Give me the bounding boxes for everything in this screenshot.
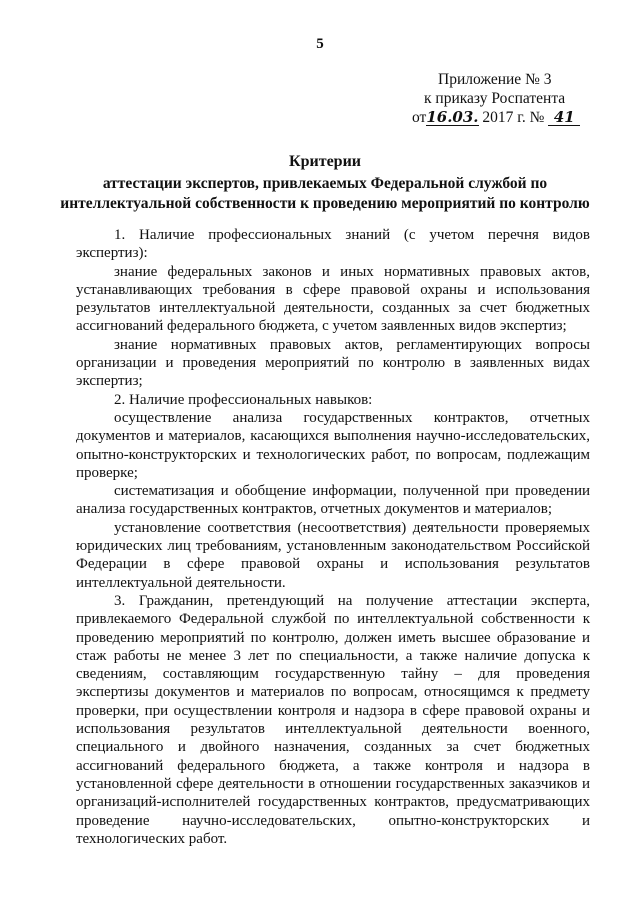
paragraph-3: знание нормативных правовых актов, регламентирующих вопросы организации и проведения мероприятий по контролю в заявленных видах экспертиз; xyxy=(76,336,590,390)
document-title xyxy=(40,152,610,214)
title-subheading: аттестации экспертов, привлекаемых Федеральной службой по интеллектуальной собственности к проведению мероприятий по контролю xyxy=(60,175,590,212)
appendix-title: Приложение № 3 xyxy=(438,71,552,88)
year-text: 2017 г. № xyxy=(482,109,545,126)
paragraph-7: установление соответствия (несоответствия) деятельности проверяемых юридических лиц требованиям, установленным законодательством Российской Федерации в сфере правовой охраны и использования результатов интеллектуальной деятельности. xyxy=(76,519,590,591)
paragraph-5: осуществление анализа государственных контрактов, отчетных документов и материалов, касающихся выполнения научно-исследовательских, опытно-конструкторских и технологических работ, по вопросам, подлежащим проверке; xyxy=(76,409,590,481)
handwritten-date: 16.03. xyxy=(426,108,479,126)
handwritten-order-number: 41 xyxy=(548,109,580,126)
paragraph-1: 1. Наличие профессиональных знаний (с учетом перечня видов экспертиз): xyxy=(76,227,590,262)
paragraph-4: 2. Наличие профессиональных навыков: xyxy=(114,391,373,408)
title-heading: Критерии xyxy=(288,153,361,170)
appendix-order-ref: к приказу Роспатента xyxy=(424,90,566,107)
appendix-date-line xyxy=(412,108,612,127)
paragraph-2: знание федеральных законов и иных нормативных правовых актов, устанавливающих требования в сфере правовой охраны и использования результатов интеллектуальной деятельности, созданных за счет бюджетных ассигнований федерального бюджета, с учетом заявленных видов экспертиз; xyxy=(76,263,590,335)
paragraph-8: 3. Гражданин, претендующий на получение аттестации эксперта, привлекаемого Федеральной службой по интеллектуальной собственности к проведению мероприятий по контролю, должен иметь высшее образование и стаж работы не менее 3 лет по специальности, а также наличие допуска к сведениям, составляющим государственную тайну – для проведения экспертизы документов и материалов по вопросам, относящимся к предмету проверки, при осуществлении контроля и надзора в сфере правовой охраны и использования результатов интеллектуальной деятельности военного, специального и двойного назначения, созданных за счет бюджетных ассигнований федерального бюджета, а также контроля и надзора в установленной сфере деятельности в отношении государственных заказчиков и организаций-исполнителей государственных контрактов, предусматривающих проведение научно-исследовательских, опытно-конструкторских и технологических работ. xyxy=(76,592,590,847)
page-number: 5 xyxy=(316,36,324,52)
document-body xyxy=(76,226,590,848)
appendix-block xyxy=(412,70,612,127)
paragraph-6: систематизация и обобщение информации, полученной при проведении анализа государственных контрактов, отчетных документов и материалов; xyxy=(76,483,590,518)
date-prefix: от xyxy=(412,109,427,126)
